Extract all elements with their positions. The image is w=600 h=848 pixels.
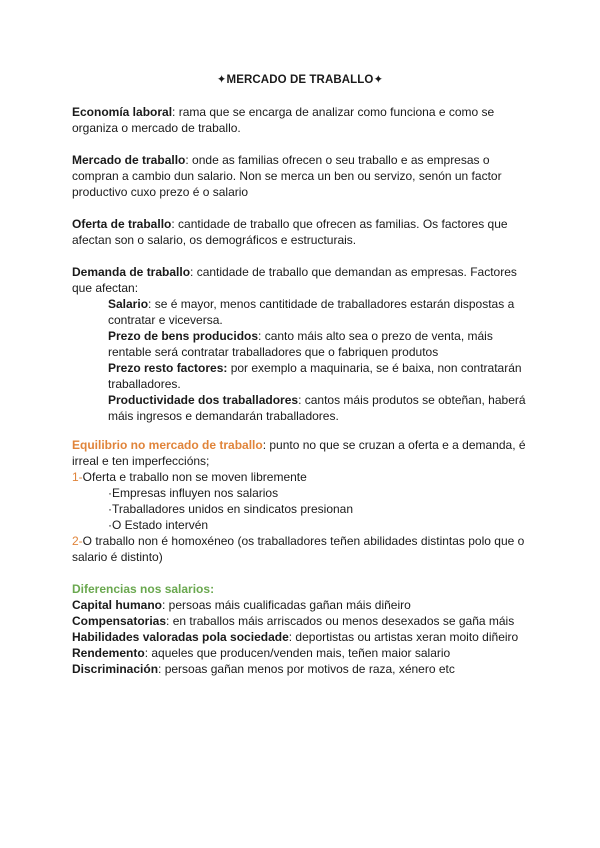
page-title: ✦MERCADO DE TRABALLO✦ [216,74,384,86]
diferencia-item: Habilidades valoradas pola sociedade: deportistas ou artistas xeran moito diñeiro [72,630,519,644]
definition-demanda-de-traballo: : cantidade de traballo que demandan as empresas. Factores que afectan: [72,265,517,295]
paragraph-economia-laboral [72,104,532,136]
paragraph-mercado-de-traballo [72,152,532,200]
equilibrio-subitem: ·O Estado intervén [108,518,209,532]
term-oferta-de-traballo: Oferta de traballo [72,217,172,231]
diferencia-item: Rendemento: aqueles que producen/venden mais, teñen maior salario [72,646,451,660]
definition-oferta-de-traballo: : cantidade de traballo que ofrecen as familias. Os factores que afectan son o salario, os demográficos e estructurais. [72,217,508,247]
paragraph-oferta-de-traballo [72,216,532,248]
factor-productividade: Productividade dos traballadores: cantos máis produtos se obteñan, haberá máis ingresos e demandarán traballadores. [108,393,526,423]
factor-prezo-bens: Prezo de bens producidos: canto máis alto sea o prezo de venta, máis rentable será contratar traballadores que o fabriquen produtos [108,329,493,359]
definition-economia-laboral: : rama que se encarga de analizar como funciona e como se organiza o mercado de traballo. [72,105,495,135]
equilibrio-subitem: ·Traballadores unidos en sindicatos presionan [108,502,354,516]
heading-diferencias: Diferencias nos salarios: [72,582,215,596]
definition-equilibrio: : punto no que se cruzan a oferta e a demanda, é irreal e ten imperfeccións; [72,438,526,468]
factor-salario: Salario: se é mayor, menos cantitidade de traballadores estarán dispostas a contratar e viceversa. [108,297,515,327]
term-mercado-de-traballo: Mercado de traballo [72,153,186,167]
diferencia-item: Compensatorias: en traballos máis arriscados ou menos desexados se gaña máis [72,614,515,628]
diferencia-item: Capital humano: persoas máis cualificadas gañan máis diñeiro [72,598,411,612]
equilibrio-item-2: 2-O traballo non é homoxéneo (os traballadores teñen abilidades distintas polo que o salario é distinto) [72,534,525,564]
equilibrio-item-1: 1-Oferta e traballo non se moven libremente [72,470,307,484]
factor-prezo-resto: Prezo resto factores: por exemplo a maquinaria, se é baixa, non contratarán traballadores. [108,361,522,391]
term-economia-laboral: Economía laboral [72,105,173,119]
section-diferencias-salarios [72,581,532,677]
term-demanda-de-traballo: Demanda de traballo [72,265,191,279]
paragraph-equilibrio [72,437,532,565]
paragraph-demanda-de-traballo [72,264,532,424]
diferencia-item: Discriminación: persoas gañan menos por motivos de raza, xénero etc [72,662,455,676]
term-equilibrio: Equilibrio no mercado de traballo [72,438,263,452]
equilibrio-subitem: ·Empresas influyen nos salarios [108,486,279,500]
definition-mercado-de-traballo: : onde as familias ofrecen o seu traballo e as empresas o compran a cambio dun salario. Non se merca un ben ou servizo, senón un factor productivo cuxo prezo é o salario [72,153,502,199]
